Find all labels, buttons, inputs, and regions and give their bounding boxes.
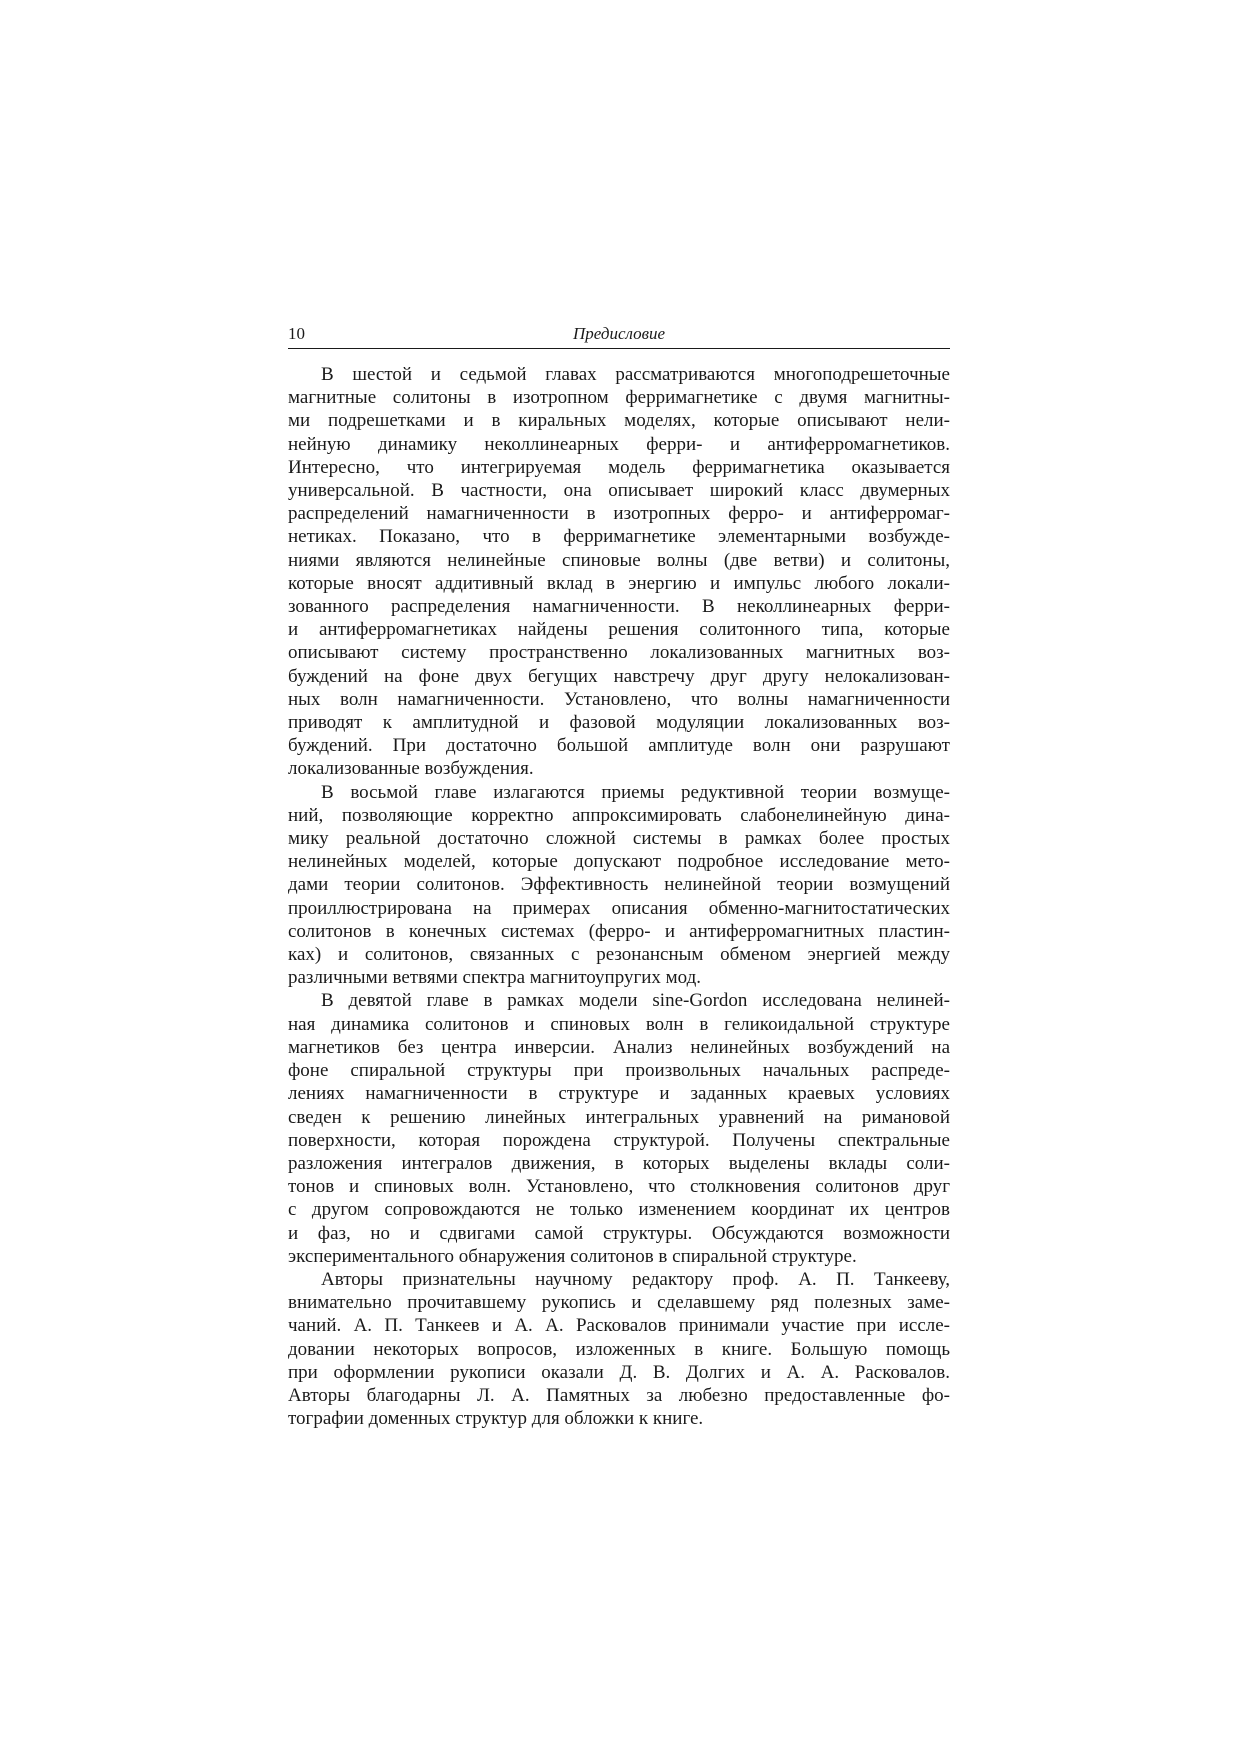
text-line: внимательно прочитавшему рукопись и сделавшему ряд полезных заме- <box>288 1292 950 1314</box>
text-line: нейную динамику неколлинеарных ферри- и антиферромагнетиков. <box>288 433 950 455</box>
text-line: Авторы благодарны Л. А. Памятных за любезно предоставленные фо- <box>288 1384 950 1406</box>
text-line: и фаз, но и сдвигами самой структуры. Обсуждаются возможности <box>288 1222 950 1244</box>
text-line: ная динамика солитонов и спиновых волн в геликоидальной структуре <box>288 1013 950 1035</box>
page-number: 10 <box>288 324 305 343</box>
text-line: с другом сопровождаются не только изменением координат их центров <box>288 1199 950 1221</box>
text-line: зованного распределения намагниченности. В неколлинеарных ферри- <box>288 596 950 618</box>
text-line: различными ветвями спектра магнитоупругих мод. <box>288 967 702 989</box>
text-line: фоне спиральной структуры при произвольных начальных распреде- <box>288 1060 950 1082</box>
paragraph <box>288 1268 950 1430</box>
text-line: ниями являются нелинейные спиновые волны (две ветви) и солитоны, <box>288 549 950 571</box>
text-line: буждений на фоне двух бегущих навстречу друг другу нелокализован- <box>288 665 950 687</box>
text-line: дами теории солитонов. Эффективность нелинейной теории возмущений <box>288 874 950 896</box>
text-line: универсальной. В частности, она описывает широкий класс двумерных <box>288 480 950 502</box>
text-line: ми подрешетками и в киральных моделях, которые описывают нели- <box>288 410 950 432</box>
book-page <box>288 322 950 1430</box>
text-line: солитонов в конечных системах (ферро- и антиферромагнитных пластин- <box>288 920 950 942</box>
text-line: проиллюстрирована на примерах описания обменно-магнитостатических <box>288 897 950 919</box>
text-line: магнитные солитоны в изотропном ферримагнетике с двумя магнитны- <box>288 387 950 409</box>
text-line: В шестой и седьмой главах рассматриваются многоподрешеточные <box>321 364 950 385</box>
paragraph <box>288 781 950 990</box>
chapter-title: Предисловие <box>572 324 666 343</box>
text-line: Интересно, что интегрируемая модель ферримагнетика оказывается <box>288 456 950 478</box>
text-line: приводят к амплитудной и фазовой модуляции локализованных воз- <box>288 712 950 734</box>
text-line: ний, позволяющие корректно аппроксимировать слабонелинейную дина- <box>288 804 950 826</box>
text-line: лениях намагниченности в структуре и заданных краевых условиях <box>288 1083 950 1105</box>
text-line: распределений намагниченности в изотропных ферро- и антиферромаг- <box>288 503 950 525</box>
text-line: поверхности, которая порождена структурой. Получены спектральные <box>288 1129 950 1151</box>
text-line: ных волн намагниченности. Установлено, что волны намагниченности <box>288 688 950 710</box>
text-line: экспериментального обнаружения солитонов в спиральной структуре. <box>288 1245 857 1267</box>
text-line: В восьмой главе излагаются приемы редуктивной теории возмуще- <box>321 781 950 803</box>
text-line: нетиках. Показано, что в ферримагнетике элементарными возбужде- <box>288 526 950 548</box>
text-line: и антиферромагнетиках найдены решения солитонного типа, которые <box>288 619 950 641</box>
text-line: при оформлении рукописи оказали Д. В. Долгих и А. А. Расковалов. <box>288 1361 950 1383</box>
paragraph <box>288 363 950 781</box>
running-header <box>288 322 950 349</box>
text-line: чаний. А. П. Танкеев и А. А. Расковалов принимали участие при иссле- <box>288 1315 950 1337</box>
text-line: тографии доменных структур для обложки к книге. <box>288 1408 704 1430</box>
paragraph <box>288 989 950 1267</box>
text-line: магнетиков без центра инверсии. Анализ нелинейных возбуждений на <box>288 1036 950 1058</box>
text-line: буждений. При достаточно большой амплитуде волн они разрушают <box>288 735 950 757</box>
text-line: которые вносят аддитивный вклад в энергию и импульс любого локали- <box>288 572 950 594</box>
text-line: описывают систему пространственно локализованных магнитных воз- <box>288 642 950 664</box>
text-line: ках) и солитонов, связанных с резонансным обменом энергией между <box>288 944 950 966</box>
text-line: сведен к решению линейных интегральных уравнений на римановой <box>288 1106 950 1128</box>
text-line: разложения интегралов движения, в которых выделены вклады соли- <box>288 1152 950 1174</box>
text-line: локализованные возбуждения. <box>288 758 534 780</box>
text-line: мику реальной достаточно сложной системы в рамках более простых <box>288 828 950 850</box>
text-line: В девятой главе в рамках модели sine-Gordon исследована нелиней- <box>321 990 950 1012</box>
text-line: нелинейных моделей, которые допускают подробное исследование мето- <box>288 851 950 873</box>
text-line: довании некоторых вопросов, изложенных в книге. Большую помощь <box>288 1338 950 1360</box>
text-body <box>288 363 950 1430</box>
text-line: Авторы признательны научному редактору проф. А. П. Танкееву, <box>321 1268 950 1290</box>
text-line: тонов и спиновых волн. Установлено, что столкновения солитонов друг <box>288 1176 950 1198</box>
